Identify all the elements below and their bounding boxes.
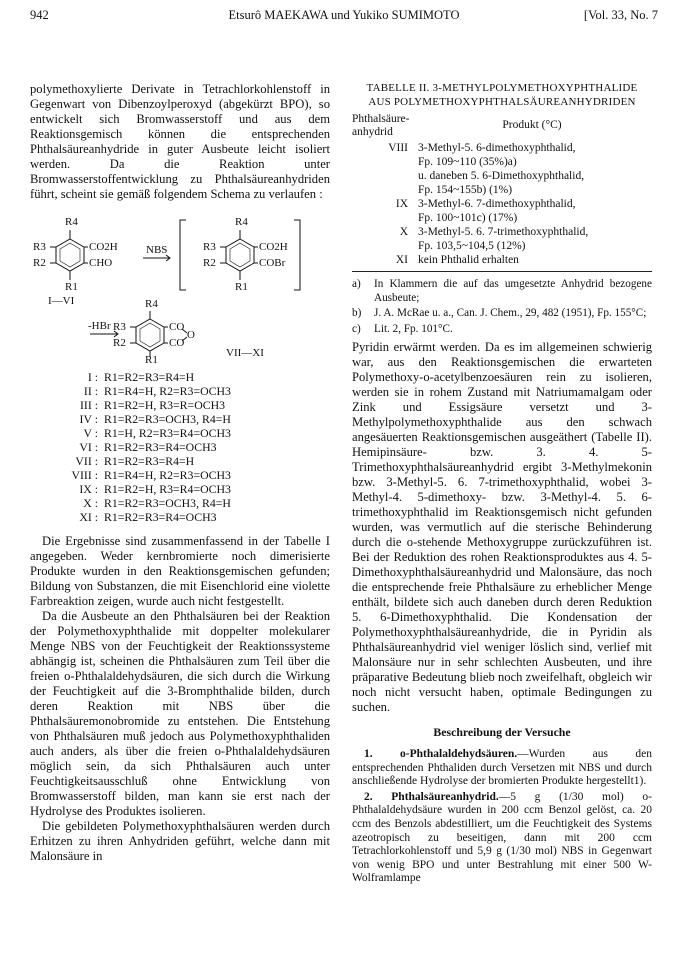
table-footnotes bbox=[352, 278, 652, 336]
scheme-r1-mid: R1 bbox=[235, 281, 248, 293]
table-body bbox=[352, 141, 652, 267]
table-col1-line2: anhydrid bbox=[352, 126, 393, 138]
compound-number: II : bbox=[83, 384, 98, 398]
table-anhydrid-number bbox=[352, 169, 418, 183]
scheme-r3-left: R3 bbox=[33, 241, 46, 253]
table-ii bbox=[352, 82, 652, 336]
table-anhydrid-number: X bbox=[399, 226, 408, 238]
footnote-key: c) bbox=[352, 322, 361, 335]
compound-number: V : bbox=[83, 426, 98, 440]
table-anhydrid-number bbox=[352, 239, 418, 253]
scheme-co-top: CO bbox=[169, 321, 185, 333]
page-number: 942 bbox=[30, 8, 49, 22]
footnote-key: a) bbox=[352, 278, 361, 290]
left-column bbox=[30, 82, 330, 864]
scheme-r3-mid: R3 bbox=[203, 241, 216, 253]
compound-number: VII : bbox=[75, 454, 98, 468]
scheme-r1-left: R1 bbox=[65, 281, 78, 293]
scheme-co2h-mid: CO2H bbox=[259, 241, 288, 253]
compound-formula: R1=R2=R3=R4=H bbox=[104, 454, 195, 468]
table-product: 3-Methyl-5. 6-dimethoxyphthalid, bbox=[418, 142, 576, 154]
scheme-co2h-left: CO2H bbox=[89, 241, 118, 253]
table-row bbox=[352, 211, 652, 225]
scheme-r2-left: R2 bbox=[33, 257, 46, 269]
compound-row bbox=[30, 468, 330, 482]
table-anhydrid-number bbox=[352, 155, 418, 169]
compound-number: IX : bbox=[79, 482, 98, 496]
compound-row bbox=[30, 440, 330, 454]
table-title-line-2: AUS POLYMETHOXYPHTHALSÄUREANHYDRIDEN bbox=[368, 96, 636, 108]
table-product: Fp. 109~110 (35%)a) bbox=[418, 156, 517, 168]
scheme-cho: CHO bbox=[89, 257, 113, 269]
table-anhydrid-number bbox=[352, 183, 418, 197]
compound-row bbox=[30, 412, 330, 426]
table-footnote bbox=[352, 323, 652, 337]
table-anhydrid-number: IX bbox=[395, 198, 408, 210]
compound-formula: R1=R4=H, R2=R3=OCH3 bbox=[104, 384, 231, 398]
table-product: u. daneben 5. 6-Dimethoxyphthalid, bbox=[418, 170, 585, 182]
scheme-r2-bottom: R2 bbox=[113, 337, 126, 349]
table-product: 3-Methyl-5. 6. 7-trimethoxyphthalid, bbox=[418, 226, 589, 238]
compound-formula: R1=R4=H, R2=R3=OCH3 bbox=[104, 468, 231, 482]
compound-row bbox=[30, 510, 330, 524]
table-row bbox=[352, 239, 652, 253]
scheme-r2-mid: R2 bbox=[203, 257, 216, 269]
compound-formula: R1=R2=R3=R4=OCH3 bbox=[104, 510, 217, 524]
compound-number: III : bbox=[79, 398, 98, 412]
header-volume: [Vol. 33, No. 7 bbox=[583, 8, 658, 22]
compound-number: I : bbox=[87, 370, 98, 384]
scheme-r4-bottom: R4 bbox=[145, 298, 158, 310]
table-product: Fp. 103,5~104,5 (12%) bbox=[418, 240, 526, 252]
paragraph-pyridin: Pyridin erwärmt werden. Da es im allgemeinen schwierig war, aus den Reaktionsgemischen die erwarteten Polymethoxy-o-acetylbenzoesäuren rein zu isolieren, werden sie in rohem Zustand mit Natriumamalgam oder Zink und Essigsäure versetzt und 3-Methylpolymethoxyphthalide aus den schwach angesäuerten Reaktionsgemischen ausgeäthert (Tabelle II). Hemipinsäure- bzw. 3. 4. 5-Trimethoxyphthalsäureanhydrid ergibt 3-Methylmekonin bzw. 3-Methyl-5. 6. 7-trimethoxyphthalid, wobei 3-Methyl-4. 5-dimethoxy- bzw. 3-Methyl-4. 5. 6-trimethoxyphthalid im Reaktionsgemisch nicht gefunden wurden, was vermutlich auf die sterische Behinderung durch die o-stehende Methoxygruppe zurückzuführen ist. Bei der Reduktion des rohen Reaktionsproduktes aus 4. 5-Dimethoxyphthalsäureanhydrid und Malonsäure, das noch die entsprechende freie Phthalsäure zu erheblicher Menge enthält, bildete sich auch daneben durch deren Reduktion 5. 6-Dimethoxyphthalid. Die Kondensation der Polymethoxyphthalsäureanhydride, die in Pyridin als Phthalsäureanhydrid viel weniger löslich sind, verlief mit Malonsäure nur in sehr schlechten Ausbeuten, und ihre präparative Bedeutung blieb noch zweifelhaft, obgleich wir noch nicht versucht haben, optimale Bedingungen zu suchen. bbox=[352, 340, 652, 714]
experiment-2 bbox=[352, 791, 652, 886]
table-product: kein Phthalid erhalten bbox=[418, 254, 519, 266]
scheme-r1-bottom: R1 bbox=[145, 354, 158, 366]
table-footnote bbox=[352, 278, 652, 305]
experiment-2-title: 2. Phthalsäureanhydrid. bbox=[364, 790, 499, 803]
footnote-text: In Klammern die auf das umgesetzte Anhydrid bezogene Ausbeute; bbox=[374, 278, 652, 304]
paragraph-results: Die Ergebnisse sind zusammenfassend in der Tabelle I angegeben. Weder kernbromierte noch dimerisierte Produkte wurden in den Reaktionsgemischen gefunden; Bildung von Substanzen, die mit Eisenchlorid eine violette Farbreaktion zeigen, wurde auch nicht festgestellt. bbox=[30, 534, 330, 608]
table-row bbox=[352, 141, 652, 155]
footnote-text: J. A. McRae u. a., Can. J. Chem., 29, 482 (1951), Fp. 155°C; bbox=[374, 307, 647, 319]
compound-formula: R1=H, R2=R3=R4=OCH3 bbox=[104, 426, 231, 440]
scheme-range-2: VII—XI bbox=[226, 347, 264, 359]
paragraph-yield: Da die Ausbeute an den Phthalsäuren bei der Reaktion der Polymethoxyphthalide mit doppelter molekularer Menge NBS von der Feuchtigkeit der Reaktionssysteme abhängig ist, scheinen die Phthalsäuren zum Teil über die freien o-Phthalaldehydsäuren, die sich durch die Wirkung der Feuchtigkeit auf die 3-Bromphthalide bilden, durch deren Reaktion mit NBS über die Phthalsäuremonobromide zu entstehen. Die Entstehung von Phthalsäuren muß jedoch aus Polymethoxyphthaliden auch anders, als über die freien o-Phthalaldehydsäuren möglich sein, da sich Phthalsäuren auch unter Feuchtigkeitsausschluß ohne Entwicklung von Bromwasserstoff bilden, man kann sie erst nach der Hydrolyse des Produktes isolieren. bbox=[30, 609, 330, 818]
reaction-scheme bbox=[30, 206, 330, 366]
table-row bbox=[352, 155, 652, 169]
table-row bbox=[352, 253, 652, 267]
intro-paragraph: polymethoxylierte Derivate in Tetrachlorkohlenstoff in Gegenwart von Dibenzoylperoxyd (abgekürzt BPO), so entwickelt sich Bromwasserstoff und aus dem Reaktionsgemisch können die entsprechenden Phthalsäureanhydride in guter Ausbeute leicht isoliert werden. Da die Reaktion unter Bromwasserstoffentwicklung zu Phthalsäureanhydriden führt, scheint sie gemäß folgendem Schema zu verlaufen : bbox=[30, 82, 330, 201]
running-header bbox=[30, 8, 658, 26]
compound-number: IV : bbox=[79, 412, 98, 426]
table-anhydrid-number: VIII bbox=[388, 142, 408, 154]
table-product: Fp. 100~101c) (17%) bbox=[418, 212, 518, 224]
compound-row bbox=[30, 370, 330, 384]
scheme-hbr: -HBr bbox=[88, 320, 111, 332]
table-header bbox=[352, 113, 652, 141]
paragraph-anhydrides: Die gebildeten Polymethoxyphthalsäuren werden durch Erhitzen zu ihren Anhydriden geführt, welche dann mit Malonsäure in bbox=[30, 819, 330, 863]
section-heading: Beschreibung der Versuche bbox=[433, 725, 571, 739]
compound-row bbox=[30, 384, 330, 398]
table-row bbox=[352, 197, 652, 211]
scheme-oxygen: O bbox=[187, 329, 195, 341]
scheme-nbs: NBS bbox=[146, 244, 168, 256]
experiment-1-text: —Wurden aus den entsprechenden Phthaliden durch Versetzen mit NBS und durch anschließende Hydrolyse der bromierten Produkte hergestellt1). bbox=[352, 748, 652, 788]
table-col2-header: Produkt (°C) bbox=[502, 119, 562, 131]
compound-number: X : bbox=[83, 496, 98, 510]
compound-list bbox=[30, 370, 330, 524]
header-authors: Etsurô MAEKAWA und Yukiko SUMIMOTO bbox=[228, 8, 460, 22]
footnote-key: b) bbox=[352, 307, 362, 319]
table-anhydrid-number: XI bbox=[395, 254, 408, 266]
compound-number: VI : bbox=[79, 440, 98, 454]
table-rule bbox=[352, 271, 652, 272]
compound-formula: R1=R2=R3=R4=OCH3 bbox=[104, 440, 217, 454]
compound-formula: R1=R2=R3=OCH3, R4=H bbox=[104, 412, 231, 426]
compound-formula: R1=R2=H, R3=R=OCH3 bbox=[104, 398, 226, 412]
table-product: Fp. 154~155b) (1%) bbox=[418, 184, 513, 196]
scheme-co-bottom: CO bbox=[169, 337, 185, 349]
scheme-r4-left: R4 bbox=[65, 216, 78, 228]
scheme-cobr: COBr bbox=[259, 257, 286, 269]
compound-formula: R1=R2=R3=R4=H bbox=[104, 370, 195, 384]
table-footnote bbox=[352, 307, 652, 321]
table-title-line-1: TABELLE II. 3-METHYLPOLYMETHOXYPHTHALIDE bbox=[366, 82, 638, 94]
right-column bbox=[352, 82, 652, 886]
compound-row bbox=[30, 482, 330, 496]
compound-formula: R1=R2=H, R3=R4=OCH3 bbox=[104, 482, 231, 496]
compound-formula: R1=R2=R3=OCH3, R4=H bbox=[104, 496, 231, 510]
table-row bbox=[352, 169, 652, 183]
scheme-range-1: I—VI bbox=[48, 295, 75, 307]
table-row bbox=[352, 183, 652, 197]
table-anhydrid-number bbox=[352, 211, 418, 225]
compound-row bbox=[30, 426, 330, 440]
table-product: 3-Methyl-6. 7-dimethoxyphthalid, bbox=[418, 198, 576, 210]
table-col1-line1: Phthalsäure- bbox=[352, 113, 410, 125]
experiment-1 bbox=[352, 748, 652, 789]
compound-row bbox=[30, 454, 330, 468]
experiment-1-title: 1. o-Phthalaldehydsäuren. bbox=[364, 748, 518, 760]
compound-row bbox=[30, 496, 330, 510]
experiment-2-text: —5 g (1/30 mol) o-Phthalaldehydsäure wurden in 200 ccm Benzol gelöst, ca. 20 ccm des Benzols abdestilliert, um die Feuchtigkeit des Systems azeotropisch zu beseitigen, dann mit 200 ccm Tetrachlorkohlenstoff und 5,9 g (1/30 mol) NBS in Gegenwart von wenig BPO und unter Bestrahlung mit einer 500 W-Wolframlampe bbox=[352, 790, 652, 885]
scheme-r3-bottom: R3 bbox=[113, 321, 126, 333]
scheme-r4-mid: R4 bbox=[235, 216, 248, 228]
table-row bbox=[352, 225, 652, 239]
compound-row bbox=[30, 398, 330, 412]
compound-number: VIII : bbox=[71, 468, 98, 482]
footnote-text: Lit. 2, Fp. 101°C. bbox=[374, 322, 453, 335]
compound-number: XI : bbox=[79, 510, 98, 524]
